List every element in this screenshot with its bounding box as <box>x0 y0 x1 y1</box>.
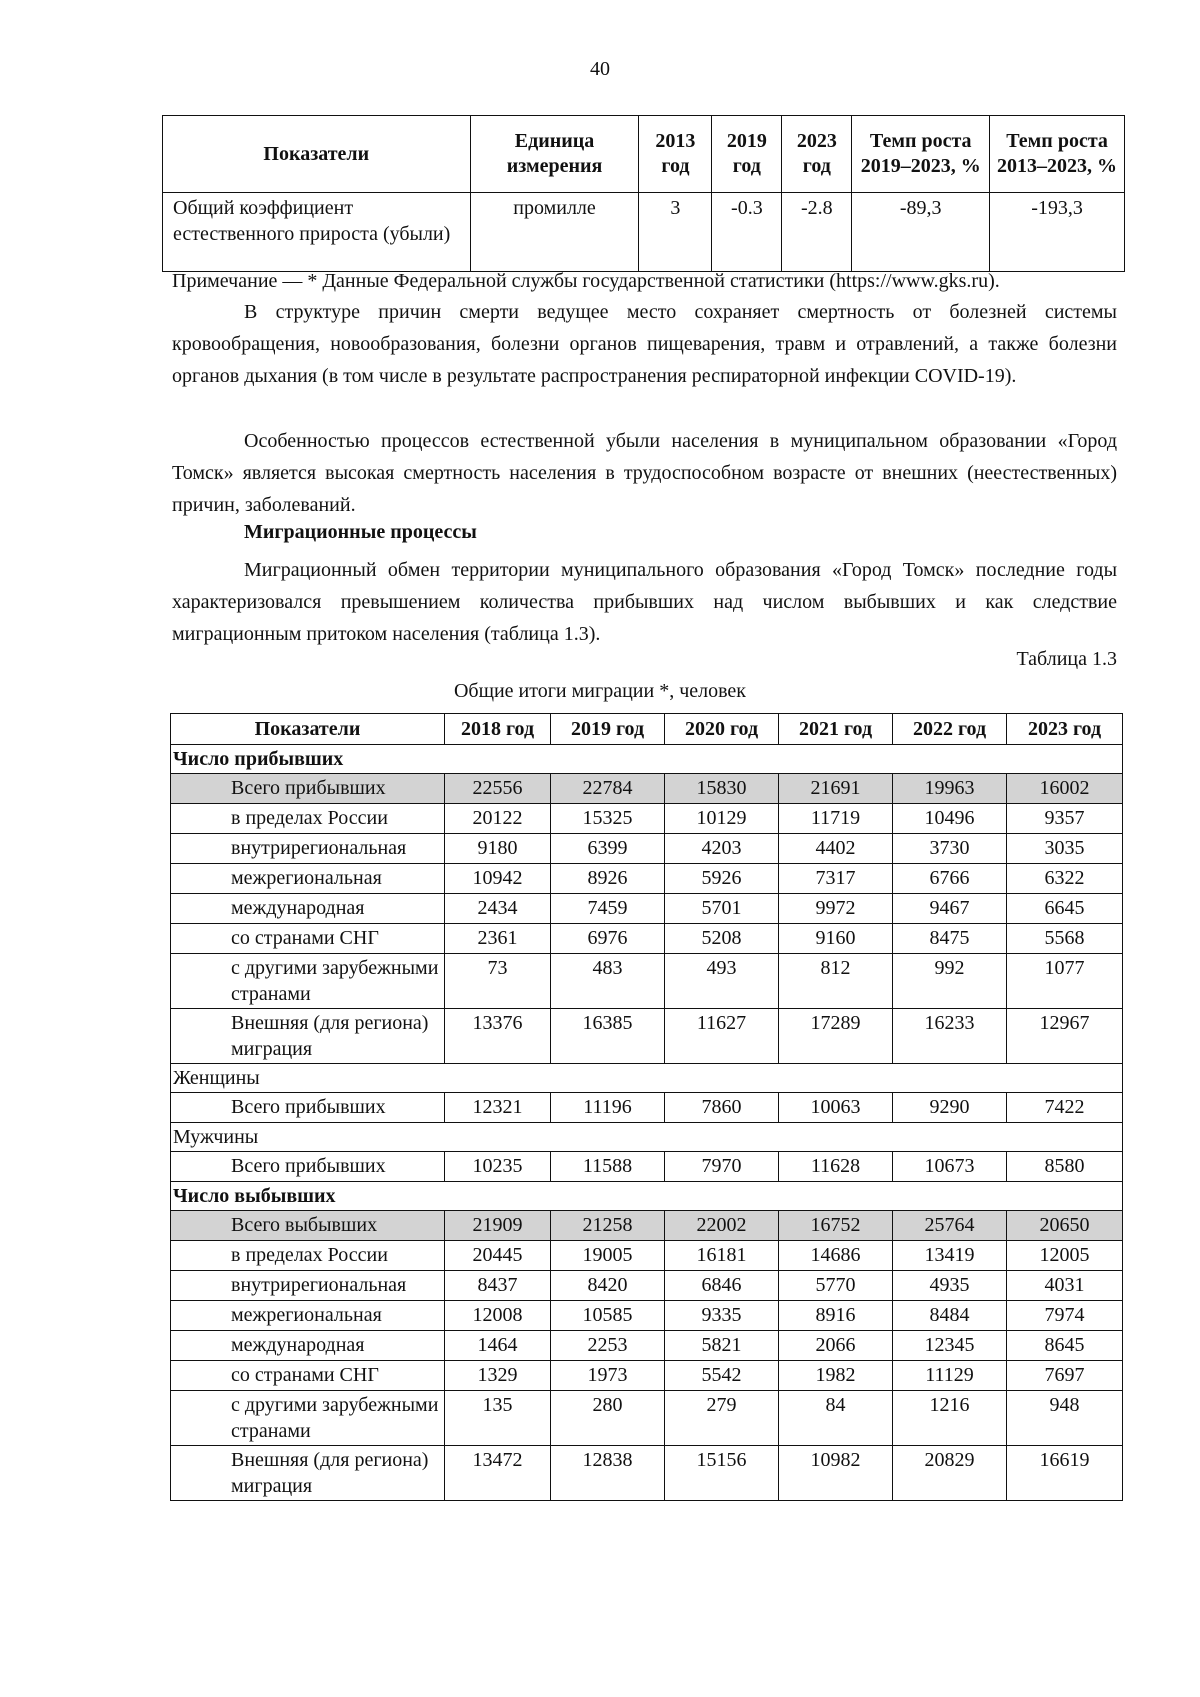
value-cell: 9467 <box>893 894 1007 924</box>
value-cell: 1329 <box>445 1361 551 1391</box>
section-row <box>171 1064 1123 1093</box>
value-cell: 10673 <box>893 1152 1007 1182</box>
value-cell: 7422 <box>1007 1093 1123 1123</box>
table-row <box>171 774 1123 804</box>
paragraph-natural-decline: Особенностью процессов естественной убыли населения в муниципальном образовании «Город Томск» является высокая смертность населения в трудоспособном возрасте от внешних (неестественных) причин, заболеваний. <box>172 430 1117 516</box>
value-cell: 1982 <box>779 1361 893 1391</box>
value-cell: 10496 <box>893 804 1007 834</box>
value-cell: 11196 <box>551 1093 665 1123</box>
value-cell: 11719 <box>779 804 893 834</box>
value-cell: 4203 <box>665 834 779 864</box>
value-cell: 280 <box>551 1391 665 1446</box>
value-cell: 11588 <box>551 1152 665 1182</box>
value-cell: 7974 <box>1007 1301 1123 1331</box>
value-cell: 1077 <box>1007 954 1123 1009</box>
value-cell: 20445 <box>445 1241 551 1271</box>
value-cell: 25764 <box>893 1211 1007 1241</box>
value-cell: 135 <box>445 1391 551 1446</box>
migration-table <box>170 713 1123 1501</box>
value-cell: 73 <box>445 954 551 1009</box>
table-row <box>171 924 1123 954</box>
header-cell: 2021 год <box>779 714 893 745</box>
value-cell: 12008 <box>445 1301 551 1331</box>
section-label: Число прибывших <box>171 745 1123 774</box>
header-cell: 2023 год <box>782 116 852 193</box>
row-label: внутрирегиональная <box>171 834 445 864</box>
row-label: с другими зарубежными странами <box>171 954 445 1009</box>
header-cell: Показатели <box>163 116 471 193</box>
value-cell: 7697 <box>1007 1361 1123 1391</box>
table-row <box>171 1301 1123 1331</box>
paragraph-causes-of-death: В структуре причин смерти ведущее место сохраняет смертность от болезней системы кровообращения, новообразования, болезни органов пищеварения, травм и отравлений, а также болезни органов дыхания (в том числе в результате распространения респираторной инфекции COVID-19). <box>172 301 1117 387</box>
table-header-row <box>171 714 1123 745</box>
value-cell: 16619 <box>1007 1446 1123 1501</box>
value-cell: 3035 <box>1007 834 1123 864</box>
value-cell: 483 <box>551 954 665 1009</box>
value-cell: 1216 <box>893 1391 1007 1446</box>
table-row <box>171 954 1123 1009</box>
value-cell: 7860 <box>665 1093 779 1123</box>
table-row <box>171 894 1123 924</box>
header-cell: 2019 год <box>712 116 782 193</box>
value-cell: 6846 <box>665 1271 779 1301</box>
row-label: с другими зарубежными странами <box>171 1391 445 1446</box>
value-cell: 16233 <box>893 1009 1007 1064</box>
value-cell: 3 <box>639 193 712 272</box>
table-label: Таблица 1.3 <box>1016 648 1117 670</box>
value-cell: 6976 <box>551 924 665 954</box>
value-cell: 13376 <box>445 1009 551 1064</box>
value-cell: 10942 <box>445 864 551 894</box>
value-cell: 8580 <box>1007 1152 1123 1182</box>
header-cell: Показатели <box>171 714 445 745</box>
row-label: межрегиональная <box>171 1301 445 1331</box>
value-cell: 5568 <box>1007 924 1123 954</box>
value-cell: -2.8 <box>782 193 852 272</box>
value-cell: 1464 <box>445 1331 551 1361</box>
value-cell: 9335 <box>665 1301 779 1331</box>
value-cell: 15156 <box>665 1446 779 1501</box>
value-cell: 13472 <box>445 1446 551 1501</box>
value-cell: 9357 <box>1007 804 1123 834</box>
value-cell: 8916 <box>779 1301 893 1331</box>
row-label: международная <box>171 1331 445 1361</box>
value-cell: 17289 <box>779 1009 893 1064</box>
value-cell: 16752 <box>779 1211 893 1241</box>
value-cell: 10063 <box>779 1093 893 1123</box>
value-cell: 1973 <box>551 1361 665 1391</box>
value-cell: 9290 <box>893 1093 1007 1123</box>
table-header-row <box>163 116 1125 193</box>
value-cell: 21909 <box>445 1211 551 1241</box>
value-cell: 7317 <box>779 864 893 894</box>
value-cell: 22784 <box>551 774 665 804</box>
value-cell: 6766 <box>893 864 1007 894</box>
value-cell: 7970 <box>665 1152 779 1182</box>
value-cell: 4935 <box>893 1271 1007 1301</box>
table-row <box>171 1271 1123 1301</box>
value-cell: 21258 <box>551 1211 665 1241</box>
value-cell: 992 <box>893 954 1007 1009</box>
table-row <box>171 1361 1123 1391</box>
row-label: со странами СНГ <box>171 1361 445 1391</box>
table-row <box>171 1331 1123 1361</box>
value-cell: 5770 <box>779 1271 893 1301</box>
value-cell: -0.3 <box>712 193 782 272</box>
value-cell: 15325 <box>551 804 665 834</box>
value-cell: 4402 <box>779 834 893 864</box>
unit-cell: промилле <box>470 193 639 272</box>
value-cell: 3730 <box>893 834 1007 864</box>
value-cell: 2434 <box>445 894 551 924</box>
row-label: Внешняя (для региона) миграция <box>171 1446 445 1501</box>
value-cell: 19005 <box>551 1241 665 1271</box>
row-label: со странами СНГ <box>171 924 445 954</box>
value-cell: 10585 <box>551 1301 665 1331</box>
value-cell: 12005 <box>1007 1241 1123 1271</box>
value-cell: 19963 <box>893 774 1007 804</box>
header-cell: 2022 год <box>893 714 1007 745</box>
header-cell: Темп роста 2019–2023, % <box>852 116 990 193</box>
header-cell: 2023 год <box>1007 714 1123 745</box>
row-label: Всего прибывших <box>171 1093 445 1123</box>
row-label: в пределах России <box>171 804 445 834</box>
value-cell: 812 <box>779 954 893 1009</box>
table-row <box>171 1009 1123 1064</box>
value-cell: 22002 <box>665 1211 779 1241</box>
value-cell: 16181 <box>665 1241 779 1271</box>
header-cell: 2013 год <box>639 116 712 193</box>
value-cell: -89,3 <box>852 193 990 272</box>
header-cell: 2020 год <box>665 714 779 745</box>
page-number: 40 <box>590 58 610 80</box>
row-label: Всего прибывших <box>171 774 445 804</box>
value-cell: 10235 <box>445 1152 551 1182</box>
value-cell: 7459 <box>551 894 665 924</box>
indicator-cell: Общий коэффициент естественного прироста (убыли) <box>163 193 471 272</box>
value-cell: 12321 <box>445 1093 551 1123</box>
value-cell: 8645 <box>1007 1331 1123 1361</box>
value-cell: 20829 <box>893 1446 1007 1501</box>
value-cell: 8420 <box>551 1271 665 1301</box>
value-cell: 20122 <box>445 804 551 834</box>
table-row <box>171 834 1123 864</box>
value-cell: 5542 <box>665 1361 779 1391</box>
table-row <box>171 864 1123 894</box>
row-label: внутрирегиональная <box>171 1271 445 1301</box>
value-cell: 4031 <box>1007 1271 1123 1301</box>
table-row <box>171 804 1123 834</box>
value-cell: 16385 <box>551 1009 665 1064</box>
value-cell: 6399 <box>551 834 665 864</box>
section-row <box>171 745 1123 774</box>
table-row <box>171 1241 1123 1271</box>
section-row <box>171 1182 1123 1211</box>
value-cell: 6645 <box>1007 894 1123 924</box>
value-cell: 279 <box>665 1391 779 1446</box>
table-row <box>171 1391 1123 1446</box>
value-cell: 948 <box>1007 1391 1123 1446</box>
value-cell: 10129 <box>665 804 779 834</box>
row-label: Внешняя (для региона) миграция <box>171 1009 445 1064</box>
value-cell: 9160 <box>779 924 893 954</box>
row-label: Всего прибывших <box>171 1152 445 1182</box>
value-cell: 13419 <box>893 1241 1007 1271</box>
row-label: международная <box>171 894 445 924</box>
value-cell: 8484 <box>893 1301 1007 1331</box>
header-cell: 2018 год <box>445 714 551 745</box>
table-row <box>163 193 1125 272</box>
value-cell: 9972 <box>779 894 893 924</box>
value-cell: 6322 <box>1007 864 1123 894</box>
value-cell: 12838 <box>551 1446 665 1501</box>
value-cell: 2253 <box>551 1331 665 1361</box>
value-cell: 5821 <box>665 1331 779 1361</box>
row-label: в пределах России <box>171 1241 445 1271</box>
value-cell: 8437 <box>445 1271 551 1301</box>
value-cell: 5701 <box>665 894 779 924</box>
value-cell: 10982 <box>779 1446 893 1501</box>
table-row <box>171 1093 1123 1123</box>
value-cell: 84 <box>779 1391 893 1446</box>
value-cell: 2361 <box>445 924 551 954</box>
section-heading: Миграционные процессы <box>244 521 477 543</box>
value-cell: 11628 <box>779 1152 893 1182</box>
section-label: Женщины <box>171 1064 1123 1093</box>
row-label: Всего выбывших <box>171 1211 445 1241</box>
value-cell: 8926 <box>551 864 665 894</box>
value-cell: 12345 <box>893 1331 1007 1361</box>
section-row <box>171 1123 1123 1152</box>
section-label: Мужчины <box>171 1123 1123 1152</box>
table-row <box>171 1446 1123 1501</box>
value-cell: 20650 <box>1007 1211 1123 1241</box>
value-cell: 9180 <box>445 834 551 864</box>
row-label: межрегиональная <box>171 864 445 894</box>
value-cell: 5926 <box>665 864 779 894</box>
value-cell: 21691 <box>779 774 893 804</box>
header-cell: Единица измерения <box>470 116 639 193</box>
value-cell: 11129 <box>893 1361 1007 1391</box>
value-cell: 8475 <box>893 924 1007 954</box>
header-cell: 2019 год <box>551 714 665 745</box>
value-cell: 5208 <box>665 924 779 954</box>
value-cell: -193,3 <box>990 193 1125 272</box>
paragraph-migration: Миграционный обмен территории муниципального образования «Город Томск» последние годы характеризовался превышением количества прибывших над числом выбывших и как следствие миграционным притоком населения (таблица 1.3). <box>172 559 1117 645</box>
value-cell: 14686 <box>779 1241 893 1271</box>
header-cell: Темп роста 2013–2023, % <box>990 116 1125 193</box>
table-note: Примечание — * Данные Федеральной службы государственной статистики (https://www.gks.ru). <box>172 270 1000 292</box>
value-cell: 16002 <box>1007 774 1123 804</box>
value-cell: 11627 <box>665 1009 779 1064</box>
value-cell: 22556 <box>445 774 551 804</box>
section-label: Число выбывших <box>171 1182 1123 1211</box>
value-cell: 2066 <box>779 1331 893 1361</box>
table-row <box>171 1152 1123 1182</box>
table-row <box>171 1211 1123 1241</box>
value-cell: 493 <box>665 954 779 1009</box>
table-caption: Общие итоги миграции *, человек <box>453 680 747 702</box>
value-cell: 15830 <box>665 774 779 804</box>
value-cell: 12967 <box>1007 1009 1123 1064</box>
natural-growth-table <box>162 115 1125 272</box>
